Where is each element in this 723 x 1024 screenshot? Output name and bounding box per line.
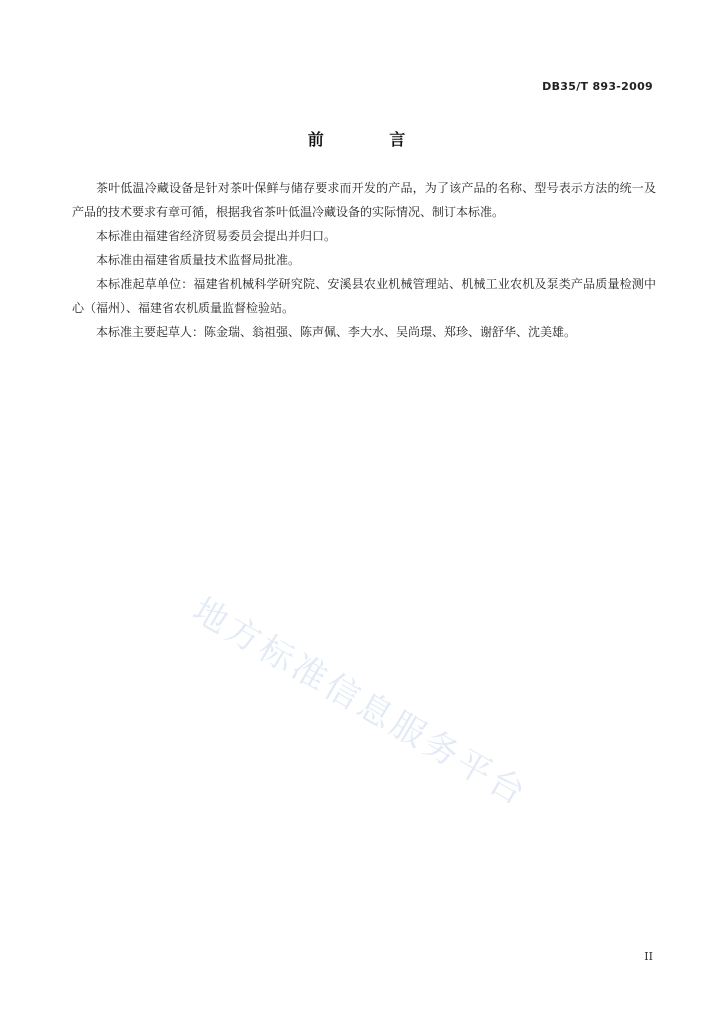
foreword-body — [72, 176, 656, 344]
page-title: 前 言 — [307, 130, 436, 149]
paragraph-purpose: 茶叶低温冷藏设备是针对茶叶保鲜与储存要求而开发的产品，为了该产品的名称、型号表示方法的统一及产品的技术要求有章可循，根据我省茶叶低温冷藏设备的实际情况、制订本标准。 — [72, 181, 656, 219]
paragraph-drafting-units: 本标准起草单位：福建省机械科学研究院、安溪县农业机械管理站、机械工业农机及泵类产品质量检测中心（福州）、福建省农机质量监督检验站。 — [72, 277, 656, 315]
page-number: II — [644, 950, 653, 963]
watermark: 地方标准信息服务平台 — [185, 590, 535, 815]
document-code: DB35/T 893-2009 — [542, 80, 653, 93]
paragraph-approver: 本标准由福建省质量技术监督局批准。 — [96, 253, 301, 267]
paragraph-drafters: 本标准主要起草人：陈金瑞、翁祖强、陈声佩、李大水、吴尚璟、郑珍、谢舒华、沈美雄。 — [96, 325, 577, 339]
paragraph-proposer: 本标准由福建省经济贸易委员会提出并归口。 — [96, 229, 337, 243]
